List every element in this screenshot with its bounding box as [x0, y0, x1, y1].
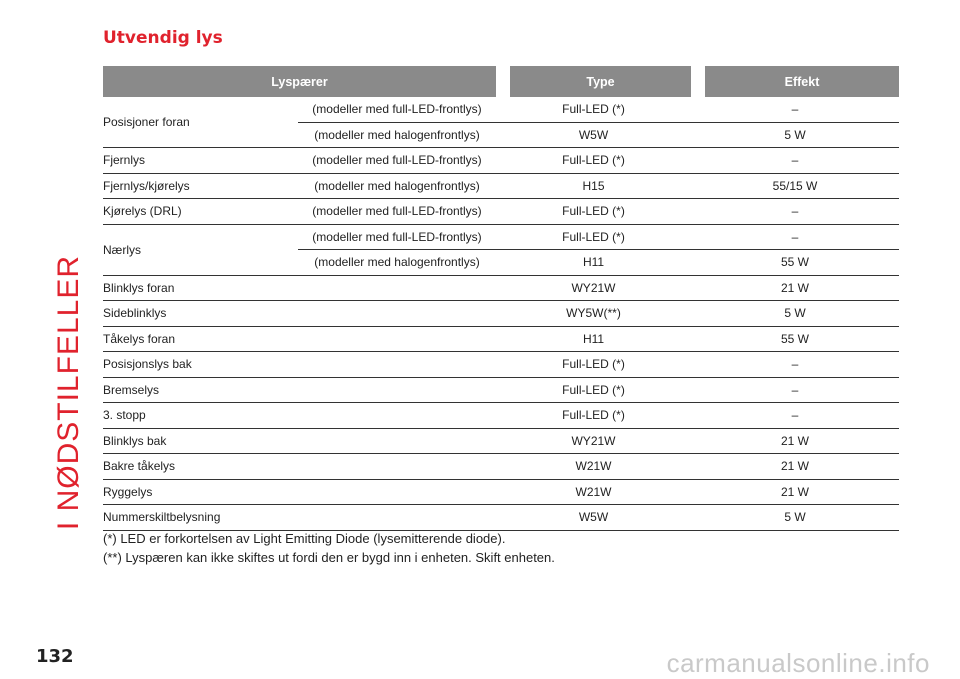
row-power: –	[791, 357, 799, 372]
row-name: Tåkelys foran	[103, 331, 176, 346]
table-row	[103, 403, 899, 429]
row-type: H15	[582, 178, 605, 193]
row-variant	[298, 301, 496, 326]
row-variant: (modeller med full-LED-frontlys)	[312, 102, 482, 117]
row-variant: (modeller med halogenfrontlys)	[314, 178, 480, 193]
row-power: –	[791, 204, 799, 219]
row-power: –	[791, 229, 799, 244]
bulb-table	[103, 66, 899, 531]
row-type: Full-LED (*)	[562, 229, 625, 244]
row-variant: (modeller med full-LED-frontlys)	[312, 204, 482, 219]
row-power: 5 W	[784, 127, 806, 142]
table-row-group	[103, 97, 899, 148]
row-name: Bakre tåkelys	[103, 459, 176, 474]
row-type: WY21W	[571, 433, 616, 448]
row-name: Kjørelys (DRL)	[103, 204, 182, 219]
row-power: 5 W	[784, 306, 806, 321]
header-bulbs: Lyspærer	[103, 66, 496, 97]
row-type: Full-LED (*)	[562, 382, 625, 397]
table-row	[103, 454, 899, 480]
table-row	[103, 174, 899, 200]
row-power: –	[791, 102, 799, 117]
row-type: WY5W(**)	[566, 306, 621, 321]
row-type: WY21W	[571, 280, 616, 295]
row-power: 21 W	[780, 280, 809, 295]
row-name: Posisjoner foran	[103, 115, 190, 129]
row-name: Fjernlys	[103, 153, 146, 168]
table-row	[298, 225, 899, 250]
row-type: Full-LED (*)	[562, 357, 625, 372]
table-row	[103, 429, 899, 455]
page-number: 132	[36, 646, 74, 667]
row-power: –	[791, 153, 799, 168]
row-name: Blinklys bak	[103, 433, 167, 448]
row-name: Fjernlys/kjørelys	[103, 178, 190, 193]
row-name: 3. stopp	[103, 408, 146, 423]
table-row	[103, 148, 899, 174]
section-title: Utvendig lys	[103, 28, 223, 48]
row-type: W21W	[575, 484, 612, 499]
row-variant	[298, 327, 496, 352]
row-name: Nummerskiltbelysning	[103, 510, 221, 525]
footnote-bulb: (**) Lyspæren kan ikke skiftes ut fordi den er bygd inn i enheten. Skift enheten.	[103, 550, 555, 565]
table-row	[103, 505, 899, 531]
table-row	[103, 301, 899, 327]
row-name: Sideblinklys	[103, 306, 167, 321]
row-power: 55 W	[780, 331, 809, 346]
row-variant: (modeller med halogenfrontlys)	[314, 255, 480, 270]
chapter-sidebar	[52, 30, 86, 530]
row-variant	[298, 429, 496, 454]
row-power: 55 W	[780, 255, 809, 270]
row-variant	[298, 352, 496, 377]
row-type: W5W	[578, 127, 609, 142]
watermark: carmanualsonline.info	[666, 648, 930, 678]
table-row	[103, 480, 899, 506]
row-name: Bremselys	[103, 382, 160, 397]
row-type: Full-LED (*)	[562, 153, 625, 168]
table-row	[298, 249, 899, 275]
row-power: 21 W	[780, 459, 809, 474]
table-row	[103, 378, 899, 404]
row-type: Full-LED (*)	[562, 408, 625, 423]
row-variant	[298, 505, 496, 530]
row-power: –	[791, 382, 799, 397]
row-variant	[298, 480, 496, 505]
row-variant	[298, 403, 496, 428]
row-variant: (modeller med halogenfrontlys)	[314, 127, 480, 142]
row-variant: (modeller med full-LED-frontlys)	[312, 229, 482, 244]
chapter-title: I NØDSTILFELLER	[52, 254, 85, 530]
header-type: Type	[510, 66, 691, 97]
row-type: H11	[582, 255, 605, 270]
row-type: Full-LED (*)	[562, 204, 625, 219]
row-power: 55/15 W	[772, 178, 818, 193]
table-row	[103, 276, 899, 302]
row-variant	[298, 454, 496, 479]
row-power: 21 W	[780, 433, 809, 448]
table-row	[298, 122, 899, 148]
footnote-led: (*) LED er forkortelsen av Light Emitting Diode (lysemitterende diode).	[103, 531, 506, 546]
row-type: H11	[582, 331, 605, 346]
row-name: Posisjonslys bak	[103, 357, 192, 372]
table-row	[103, 327, 899, 353]
row-type: Full-LED (*)	[562, 102, 625, 117]
row-type: W21W	[575, 459, 612, 474]
header-power: Effekt	[705, 66, 899, 97]
row-power: 21 W	[780, 484, 809, 499]
table-row-group	[103, 225, 899, 276]
row-power: –	[791, 408, 799, 423]
table-header	[103, 66, 899, 97]
row-name: Blinklys foran	[103, 280, 175, 295]
row-variant	[298, 276, 496, 301]
row-name: Ryggelys	[103, 484, 153, 499]
table-row	[103, 352, 899, 378]
row-type: W5W	[578, 510, 609, 525]
row-power: 5 W	[784, 510, 806, 525]
row-name: Nærlys	[103, 242, 141, 257]
table-row	[298, 97, 899, 122]
row-variant	[298, 378, 496, 403]
row-variant: (modeller med full-LED-frontlys)	[312, 153, 482, 168]
table-row	[103, 199, 899, 225]
